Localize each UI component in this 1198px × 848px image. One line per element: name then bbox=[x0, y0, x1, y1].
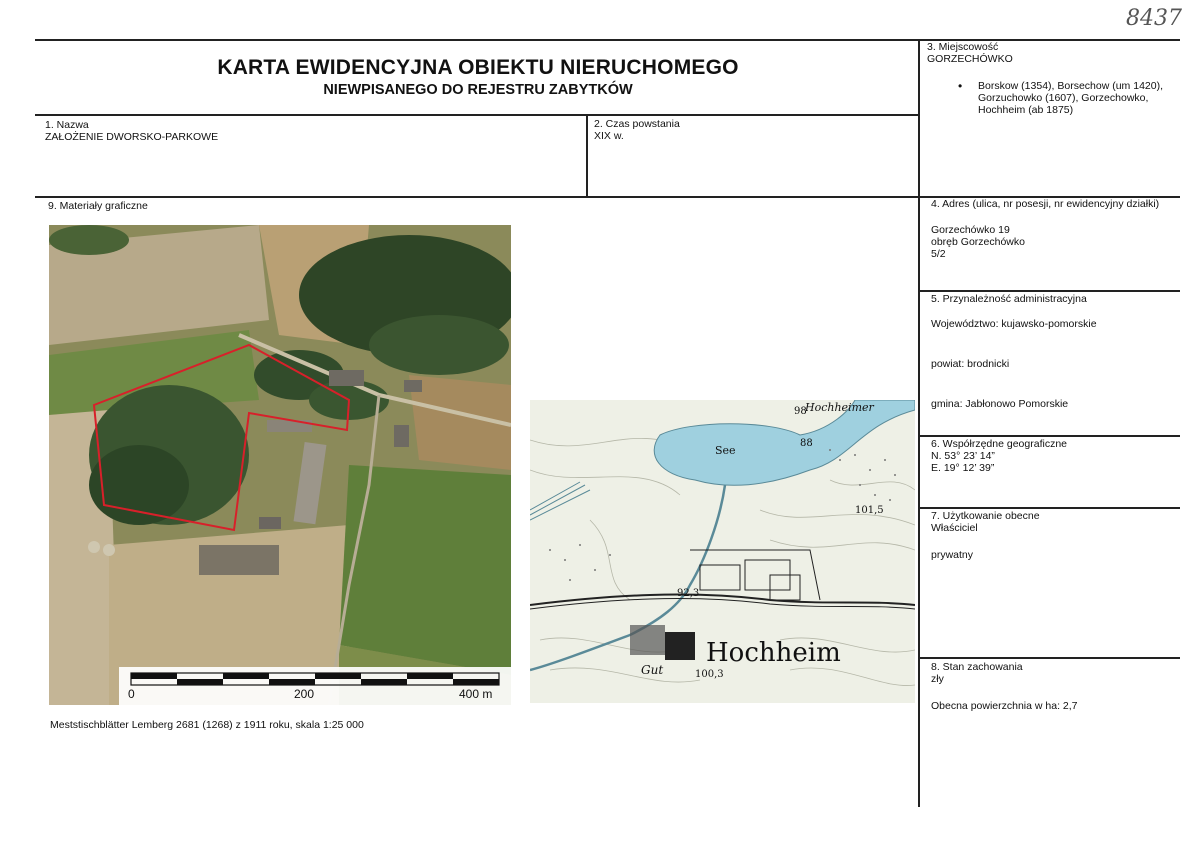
bullet-icon: • bbox=[958, 79, 963, 93]
field-graphics-label: 9. Materiały graficzne bbox=[48, 200, 148, 212]
graphics-caption: Meststischblätter Lemberg 2681 (1268) z 1911 roku, skala 1:25 000 bbox=[50, 719, 364, 731]
field-condition-label: 8. Stan zachowania bbox=[931, 661, 1023, 673]
map-label-1015: 101,5 bbox=[855, 505, 884, 516]
right-col-sep-5 bbox=[918, 290, 1180, 292]
right-col-sep-8 bbox=[918, 657, 1180, 659]
map-label-88: 88 bbox=[800, 438, 813, 449]
field-address-line3: 5/2 bbox=[931, 248, 946, 260]
field-admin-voivodeship: Województwo: kujawsko-pomorskie bbox=[931, 318, 1097, 330]
field-admin-commune: gmina: Jabłonowo Pomorskie bbox=[931, 398, 1069, 410]
field-coords-n: N. 53° 23’ 14” bbox=[931, 450, 995, 462]
frame-right-vertical bbox=[918, 39, 920, 807]
right-col-sep-7 bbox=[918, 507, 1180, 509]
scale-label-400: 400 m bbox=[459, 687, 493, 701]
scale-label-0: 0 bbox=[128, 687, 135, 701]
document-title: KARTA EWIDENCYJNA OBIEKTU NIERUCHOMEGO bbox=[217, 56, 739, 79]
map-label-gut: Gut bbox=[641, 663, 664, 677]
field-admin-label: 5. Przynależność administracyjna bbox=[931, 293, 1087, 305]
document-subtitle: NIEWPISANEGO DO REJESTRU ZABYTKÓW bbox=[323, 82, 633, 98]
field-coords-e: E. 19° 12’ 39” bbox=[931, 462, 995, 474]
scale-label-200: 200 bbox=[294, 687, 315, 701]
field-usage-value1: Właściciel bbox=[931, 522, 978, 534]
frame-mid-vertical bbox=[586, 114, 588, 197]
frame-row1-line bbox=[35, 114, 919, 116]
field-time-label: 2. Czas powstania bbox=[594, 118, 680, 130]
map-label-1003: 100,3 bbox=[695, 669, 724, 680]
field-locality-history: • Borskow (1354), Borsechow (um 1420), Gorzuchowko (1607), Gorzechowko, Hochheim (ab 1875) bbox=[958, 79, 1163, 116]
field-address-line2: obręb Gorzechówko bbox=[931, 236, 1025, 248]
field-name-value: ZAŁOŻENIE DWORSKO-PARKOWE bbox=[45, 131, 219, 143]
field-time-value: XIX w. bbox=[594, 130, 624, 142]
field-usage-value2: prywatny bbox=[931, 549, 974, 561]
map-label-hochheimer: Hochheimer bbox=[805, 401, 874, 414]
map-label-98: 98 bbox=[794, 406, 807, 417]
field-admin-county: powiat: brodnicki bbox=[931, 358, 1010, 370]
field-locality-label: 3. Miejscowość bbox=[927, 41, 999, 53]
field-condition-value: zły bbox=[931, 673, 944, 685]
field-address-label: 4. Adres (ulica, nr posesji, nr ewidencyjny działki) bbox=[931, 198, 1160, 210]
field-name-label: 1. Nazwa bbox=[45, 119, 89, 131]
frame-top-line bbox=[35, 39, 1180, 41]
field-locality-value: GORZECHÓWKO bbox=[927, 53, 1013, 65]
aerial-photo bbox=[49, 225, 511, 705]
field-usage-label: 7. Użytkowanie obecne bbox=[931, 510, 1040, 522]
map-label-see: See bbox=[715, 444, 736, 457]
map-label-923: 92,3 bbox=[677, 588, 700, 599]
field-address-line1: Gorzechówko 19 bbox=[931, 224, 1010, 236]
field-coords-label: 6. Współrzędne geograficzne bbox=[931, 438, 1067, 450]
map-label-hochheim: Hochheim bbox=[706, 638, 841, 668]
field-condition-area: Obecna powierzchnia w ha: 2,7 bbox=[931, 700, 1078, 712]
handwritten-inventory-number: 8437 bbox=[1126, 6, 1182, 31]
right-col-sep-6 bbox=[918, 435, 1180, 437]
